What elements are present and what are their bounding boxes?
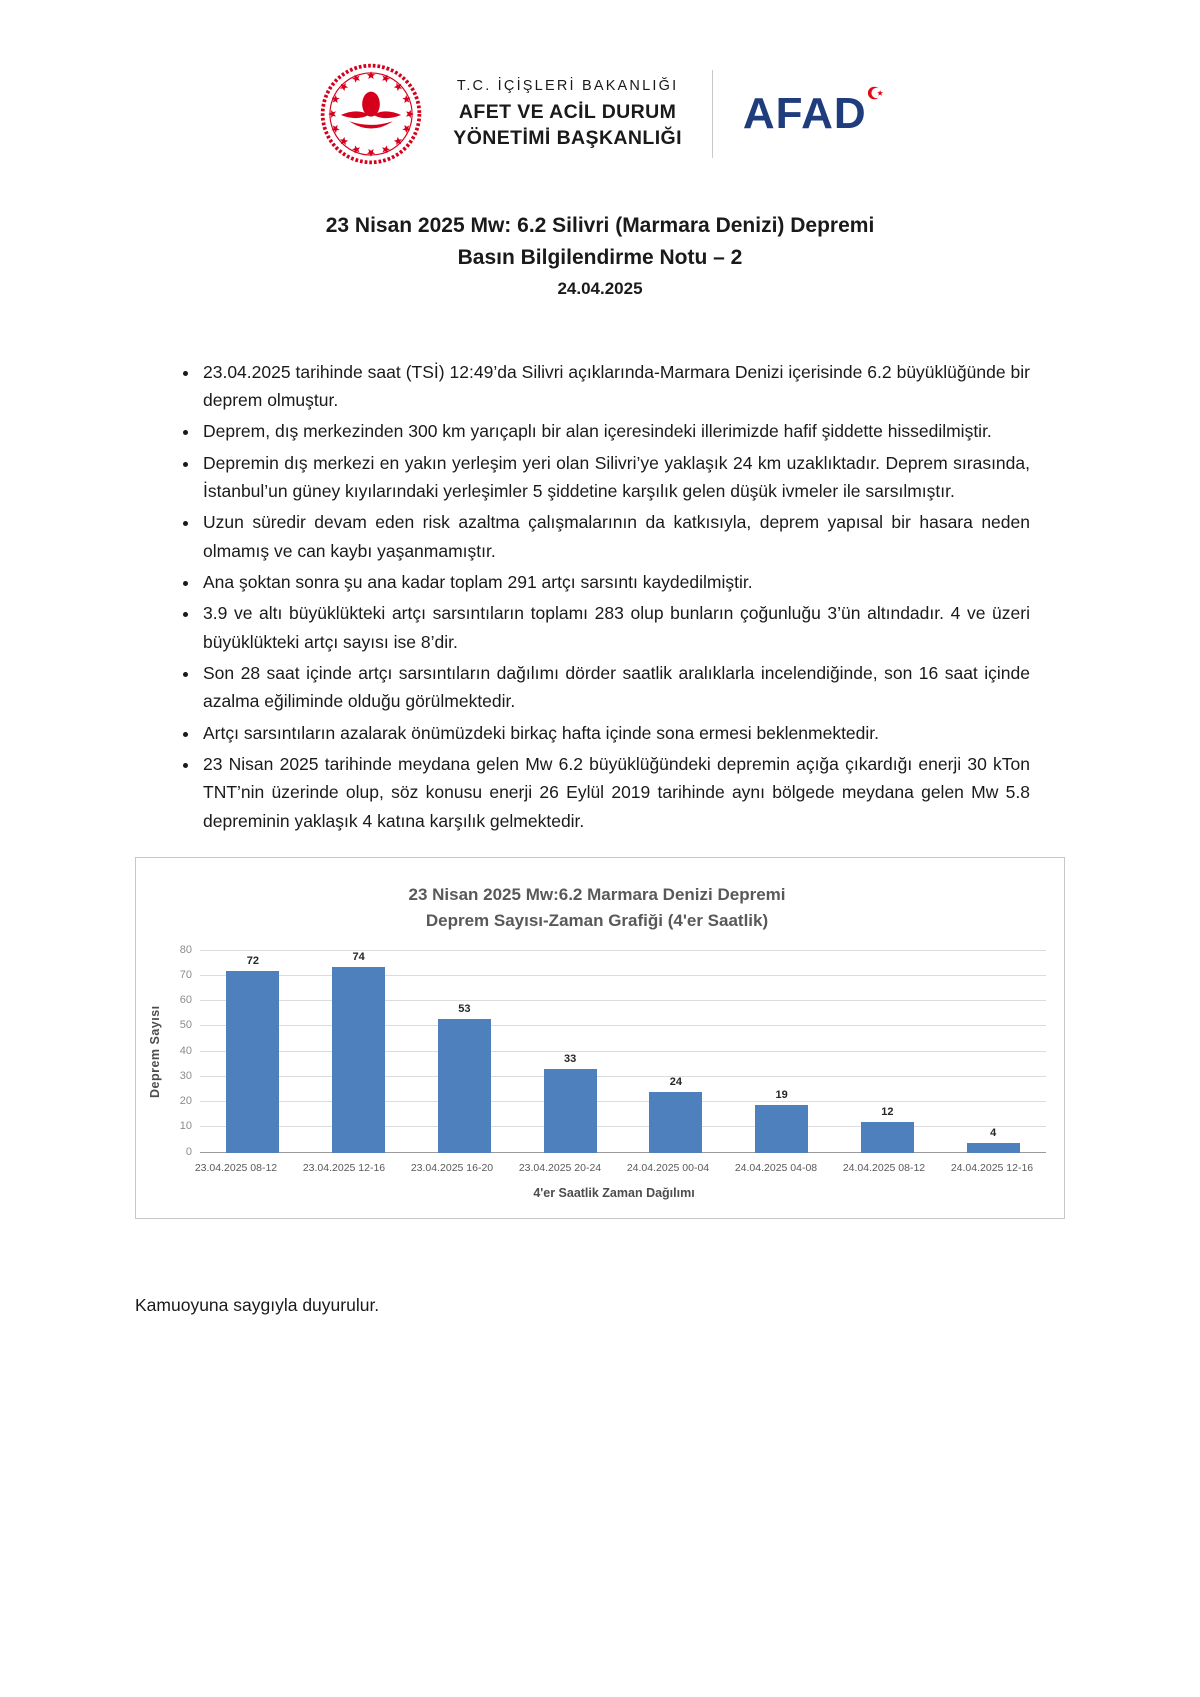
x-tick-label: 23.04.2025 20-24 — [518, 1161, 602, 1174]
bar — [755, 1105, 808, 1153]
bar-value-label: 19 — [775, 1088, 788, 1101]
document-header — [0, 0, 1200, 166]
ministry-name-block — [453, 77, 682, 152]
y-tick-label: 30 — [179, 1069, 192, 1082]
bar-column — [835, 951, 941, 1153]
bar-column — [940, 951, 1046, 1153]
y-tick-label: 80 — [179, 943, 192, 956]
bar-value-label: 24 — [669, 1076, 682, 1089]
header-divider — [712, 70, 713, 158]
plot-area — [200, 951, 1046, 1153]
bar-column — [729, 951, 835, 1153]
closing-statement: Kamuoyuna saygıyla duyurulur. — [135, 1294, 380, 1315]
y-tick-label: 60 — [179, 994, 192, 1007]
bar — [544, 1069, 597, 1152]
chart-title-line-1: 23 Nisan 2025 Mw:6.2 Marmara Denizi Depremi — [408, 885, 786, 904]
bar — [226, 971, 279, 1153]
ministry-line3: YÖNETİMİ BAŞKANLIĞI — [453, 126, 682, 149]
bar-value-label: 4 — [990, 1126, 997, 1139]
x-tick-label: 24.04.2025 04-08 — [734, 1161, 818, 1174]
afad-logo-text: AFAD — [742, 89, 867, 138]
bar-value-label: 72 — [246, 954, 259, 967]
bar — [861, 1122, 914, 1152]
x-tick-label: 24.04.2025 12-16 — [950, 1161, 1034, 1174]
bullet-item: • 3.9 ve altı büyüklükteki artçı sarsıntıların toplamı 283 olup bunların çoğunluğu 3’ün altındadır. 4 ve üzeri büyüklükteki artçı sayısı ise 8’dir. — [200, 599, 1030, 656]
x-tick-label: 23.04.2025 16-20 — [410, 1161, 494, 1174]
bullet-list — [167, 358, 1030, 836]
bullet-item: • 23 Nisan 2025 tarihinde meydana gelen Mw 6.2 büyüklüğündeki depremin açığa çıkardığı enerji 30 kTon TNT’nin üzerinde olup, söz konusu enerji 26 Eylül 2019 tarihinde aynı bölgede meydana gelen Mw 5.8 depreminin yaklaşık 4 katına karşılık gelmektedir. — [200, 750, 1030, 835]
y-tick-label: 0 — [185, 1145, 192, 1158]
document-title-block — [0, 210, 1200, 302]
x-tick-label: 23.04.2025 08-12 — [194, 1161, 278, 1174]
y-tick-label: 70 — [179, 968, 192, 981]
bar-value-label: 12 — [881, 1106, 894, 1119]
y-tick-label: 20 — [179, 1095, 192, 1108]
bar-value-label: 74 — [352, 950, 365, 963]
bullet-item: • Uzun süredir devam eden risk azaltma çalışmalarının da katkısıyla, deprem yapısal bir hasara neden olmamış ve can kaybı yaşanmamıştır. — [200, 508, 1030, 565]
bars-row — [200, 951, 1046, 1153]
earthquake-count-chart — [135, 857, 1065, 1219]
bullet-item: • 23.04.2025 tarihinde saat (TSİ) 12:49’da Silivri açıklarında-Marmara Denizi içerisinde 6.2 büyüklüğünde bir deprem olmuştur. — [200, 358, 1030, 415]
bullet-item: • Depremin dış merkezi en yakın yerleşim yeri olan Silivri’ye yaklaşık 24 km uzaklıktadır. Deprem sırasında, İstanbul’un güney kıyılarındaki yerleşimler 5 şiddetine karşılık gelen düşük ivmeler ile sarsılmıştır. — [200, 449, 1030, 506]
ministry-seal-icon — [319, 62, 423, 166]
bullet-item: • Son 28 saat içinde artçı sarsıntıların dağılımı dörder saatlik aralıklarla incelendiğinde, son 16 saat içinde azalma eğiliminde olduğu görülmektedir. — [200, 659, 1030, 716]
bar — [332, 967, 385, 1153]
x-axis-ticks — [182, 1153, 1046, 1174]
bar-column — [306, 951, 412, 1153]
bar — [438, 1019, 491, 1153]
crescent-star-icon — [867, 84, 885, 102]
ministry-line1: T.C. İÇİŞLERİ BAKANLIĞI — [456, 77, 679, 94]
title-line-1: 23 Nisan 2025 Mw: 6.2 Silivri (Marmara Denizi) Depremi — [325, 214, 875, 237]
title-date: 24.04.2025 — [557, 279, 643, 298]
y-axis-title: Deprem Sayısı — [148, 1005, 162, 1099]
ministry-line2: AFET VE ACİL DURUM — [458, 100, 677, 123]
bar-column — [517, 951, 623, 1153]
bar-column — [200, 951, 306, 1153]
bar — [967, 1143, 1020, 1153]
y-tick-label: 40 — [179, 1044, 192, 1057]
y-axis-ticks — [166, 943, 200, 1158]
chart-title — [148, 882, 1046, 935]
x-tick-label: 24.04.2025 00-04 — [626, 1161, 710, 1174]
bar — [649, 1092, 702, 1153]
title-line-2: Basın Bilgilendirme Notu – 2 — [457, 245, 743, 269]
chart-body — [148, 943, 1046, 1158]
bar-value-label: 33 — [564, 1053, 577, 1066]
bullet-item: • Ana şoktan sonra şu ana kadar toplam 291 artçı sarsıntı kaydedilmiştir. — [200, 568, 1030, 596]
y-tick-label: 10 — [179, 1120, 192, 1133]
bullet-item: • Artçı sarsıntıların azalarak önümüzdeki birkaç hafta içinde sona ermesi beklenmektedir. — [200, 719, 1030, 747]
x-axis-title: 4'er Saatlik Zaman Dağılımı — [533, 1185, 695, 1200]
body-text — [167, 358, 1030, 836]
bar-value-label: 53 — [458, 1002, 471, 1015]
y-tick-label: 50 — [179, 1019, 192, 1032]
bar-column — [412, 951, 518, 1153]
bar-column — [623, 951, 729, 1153]
afad-logo — [742, 89, 881, 138]
x-tick-label: 23.04.2025 12-16 — [302, 1161, 386, 1174]
x-tick-label: 24.04.2025 08-12 — [842, 1161, 926, 1174]
chart-title-line-2: Deprem Sayısı-Zaman Grafiği (4'er Saatlik) — [425, 911, 769, 931]
bullet-item: • Deprem, dış merkezinden 300 km yarıçaplı bir alan içeresindeki illerimizde hafif şiddette hissedilmiştir. — [200, 417, 1030, 445]
